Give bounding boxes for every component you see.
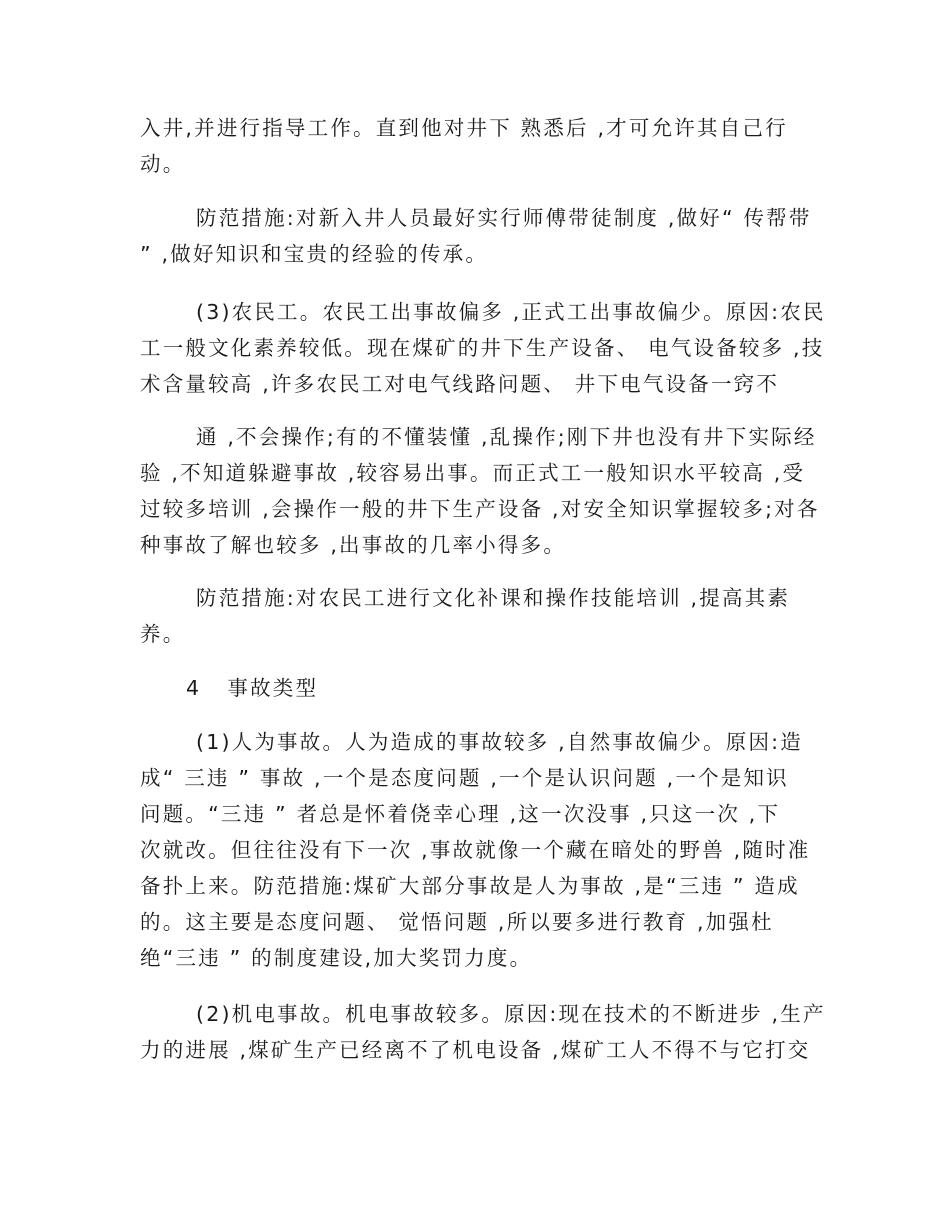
text-line: (2)机电事故。机电事故较多。原因:现在技术的不断进步 ,生产 (196, 1002, 826, 1026)
text-line: 成“ 三违 ” 事故 ,一个是态度问题 ,一个是认识问题 ,一个是知识 (140, 766, 789, 790)
text-line: 备扑上来。防范措施:煤矿大部分事故是人为事故 ,是“三违 ” 造成 (140, 874, 800, 898)
text-line: 问题。“三违 ” 者总是怀着侥幸心理 ,这一次没事 ,只这一次 ,下 (140, 802, 781, 826)
text-line: 绝“三违 ” 的制度建设,加大奖罚力度。 (140, 946, 533, 970)
text-line: 动。 (140, 152, 186, 176)
text-line: ” ,做好知识和宝贵的经验的传承。 (140, 242, 489, 266)
text-line: 的。这主要是态度问题、 觉悟问题 ,所以要多进行教育 ,加强杜 (140, 910, 774, 934)
text-line: 验 ,不知道躲避事故 ,较容易出事。而正式工一般知识水平较高 ,受 (140, 461, 806, 485)
text-line: 防范措施:对新入井人员最好实行师傅带徒制度 ,做好“ 传帮带 (196, 206, 812, 230)
text-line: 通 ,不会操作;有的不懂装懂 ,乱操作;刚下井也没有井下实际经 (196, 425, 817, 449)
text-line: 力的进展 ,煤矿生产已经离不了机电设备 ,煤矿工人不得不与它打交 (140, 1038, 811, 1062)
section-heading: 4 事故类型 (186, 676, 319, 700)
text-line: 术含量较高 ,许多农民工对电气线路问题、 井下电气设备一窍不 (140, 372, 780, 396)
text-line: (1)人为事故。人为造成的事故较多 ,自然事故偏少。原因:造 (196, 730, 803, 754)
text-line: 工一般文化素养较低。现在煤矿的井下生产设备、 电气设备较多 ,技 (140, 336, 825, 360)
text-line: 防范措施:对农民工进行文化补课和操作技能培训 ,提高其素 (196, 586, 791, 610)
text-line: 养。 (140, 622, 186, 646)
text-line: 次就改。但往往没有下一次 ,事故就像一个藏在暗处的野兽 ,随时准 (140, 838, 811, 862)
text-line: 入井,并进行指导工作。直到他对井下 熟悉后 ,才可允许其自己行 (140, 116, 788, 140)
text-line: 种事故了解也较多 ,出事故的几率小得多。 (140, 533, 567, 557)
text-line: 过较多培训 ,会操作一般的井下生产设备 ,对安全知识掌握较多;对各 (140, 497, 820, 521)
text-line: (3)农民工。农民工出事故偏多 ,正式工出事故偏少。原因:农民 (196, 300, 826, 324)
